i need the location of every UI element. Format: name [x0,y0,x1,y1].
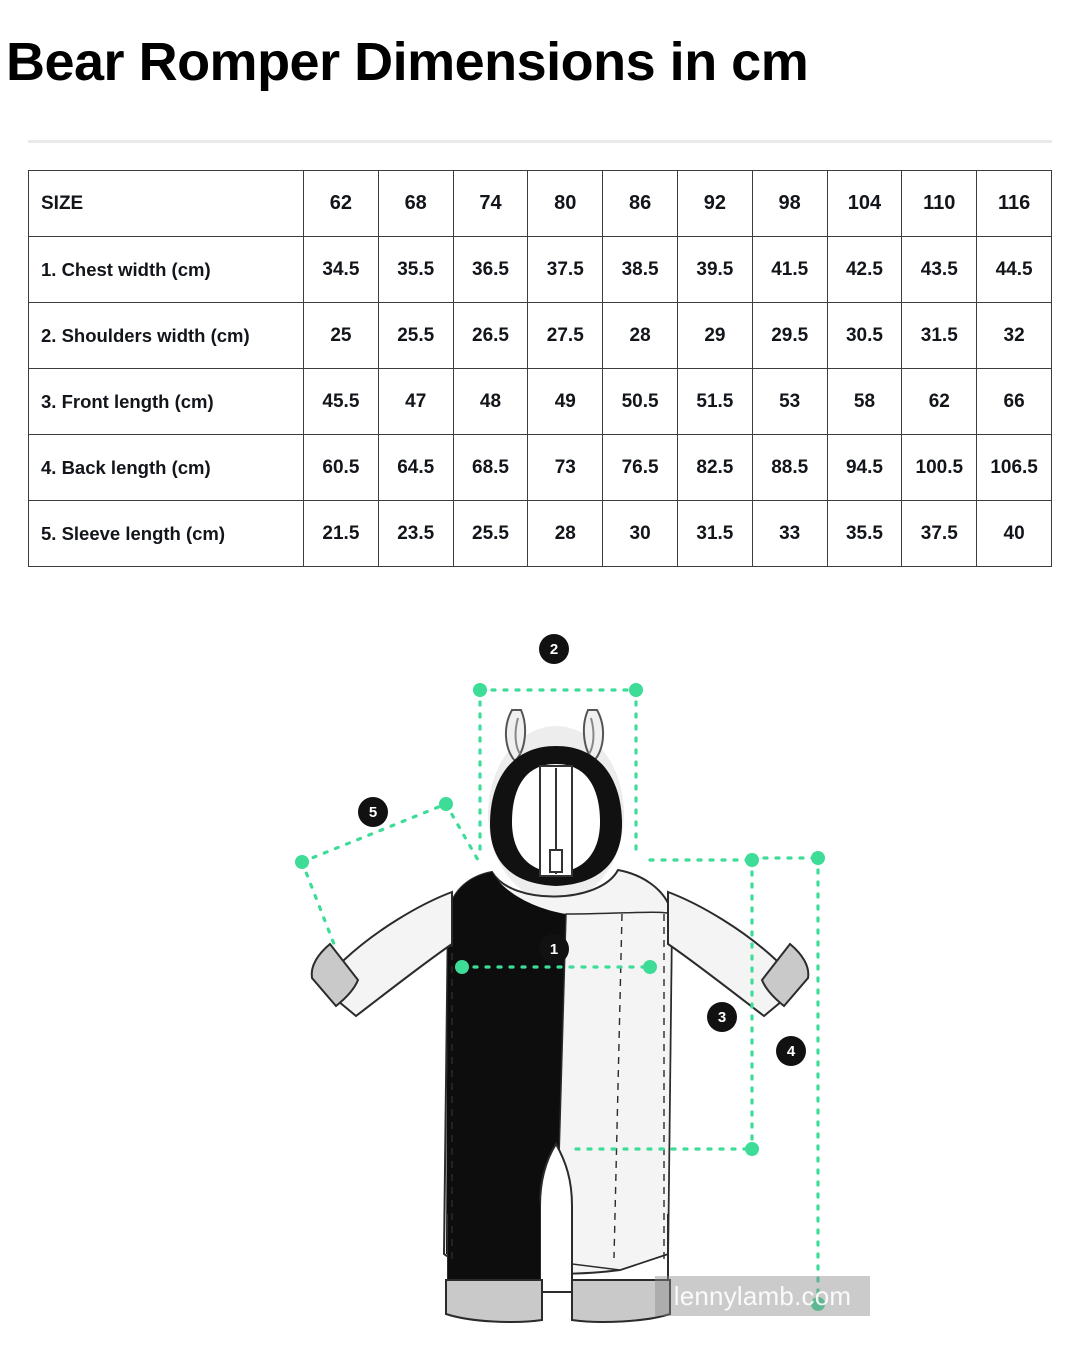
garment-illustration [0,614,1080,1350]
size-column-header: 74 [453,171,528,237]
table-cell: 36.5 [453,237,528,303]
watermark-illustration: lennylamb.com [655,1276,870,1316]
size-column-header: 116 [977,171,1052,237]
table-cell: 51.5 [677,369,752,435]
size-column-header: 80 [528,171,603,237]
table-cell: 60.5 [304,435,379,501]
table-cell: 49 [528,369,603,435]
badge-5-label: 5 [368,804,378,821]
table-row [29,303,1052,369]
table-row [29,369,1052,435]
table-cell: 94.5 [827,435,902,501]
size-column-header: 68 [378,171,453,237]
table-cell: 35.5 [378,237,453,303]
table-cell: 33 [752,501,827,567]
table-cell: 47 [378,369,453,435]
table-cell: 66 [977,369,1052,435]
size-column-header: 92 [677,171,752,237]
size-column-header: 62 [304,171,379,237]
table-cell: 64.5 [378,435,453,501]
romper-diagram [0,614,1080,1350]
table-cell: 34.5 [304,237,379,303]
table-cell: 53 [752,369,827,435]
table-cell: 68.5 [453,435,528,501]
size-column-header: 86 [603,171,678,237]
table-cell: 32 [977,303,1052,369]
badge-2-label: 2 [549,641,559,658]
table-cell: 38.5 [603,237,678,303]
table-cell: 48 [453,369,528,435]
table-cell: 100.5 [902,435,977,501]
table-cell: 30.5 [827,303,902,369]
table-cell: 76.5 [603,435,678,501]
table-cell: 25 [304,303,379,369]
size-table-section [0,140,1080,610]
table-corner-label: SIZE [29,171,304,237]
table-cell: 41.5 [752,237,827,303]
size-column-header: 104 [827,171,902,237]
table-cell: 21.5 [304,501,379,567]
table-cell: 28 [528,501,603,567]
table-cell: 42.5 [827,237,902,303]
table-cell: 37.5 [528,237,603,303]
table-row [29,435,1052,501]
table-cell: 25.5 [453,501,528,567]
table-cell: 58 [827,369,902,435]
table-cell: 25.5 [378,303,453,369]
row-label: 5. Sleeve length (cm) [29,501,304,567]
table-row [29,237,1052,303]
table-cell: 73 [528,435,603,501]
table-cell: 82.5 [677,435,752,501]
badge-3-label: 3 [717,1009,727,1026]
row-label: 2. Shoulders width (cm) [29,303,304,369]
table-cell: 31.5 [677,501,752,567]
table-cell: 62 [902,369,977,435]
table-cell: 37.5 [902,501,977,567]
divider-line [28,140,1052,143]
table-cell: 29 [677,303,752,369]
row-label: 1. Chest width (cm) [29,237,304,303]
table-cell: 30 [603,501,678,567]
table-cell: 29.5 [752,303,827,369]
zipper-pull [550,850,562,872]
row-label: 4. Back length (cm) [29,435,304,501]
left-leg-dark [448,1148,540,1290]
table-row [29,501,1052,567]
table-header-row [29,171,1052,237]
table-cell: 106.5 [977,435,1052,501]
table-cell: 28 [603,303,678,369]
table-cell: 40 [977,501,1052,567]
table-cell: 43.5 [902,237,977,303]
table-cell: 31.5 [902,303,977,369]
table-cell: 44.5 [977,237,1052,303]
left-cuff [446,1280,542,1322]
row-label: 3. Front length (cm) [29,369,304,435]
size-column-header: 98 [752,171,827,237]
table-cell: 23.5 [378,501,453,567]
dimensions-table [28,170,1052,567]
page-title: Bear Romper Dimensions in cm [6,32,809,92]
table-cell: 50.5 [603,369,678,435]
size-column-header: 110 [902,171,977,237]
table-cell: 39.5 [677,237,752,303]
table-cell: 88.5 [752,435,827,501]
table-cell: 45.5 [304,369,379,435]
table-cell: 27.5 [528,303,603,369]
table-cell: 26.5 [453,303,528,369]
badge-4-label: 4 [786,1043,796,1060]
table-cell: 35.5 [827,501,902,567]
badge-1-label: 1 [549,941,559,958]
